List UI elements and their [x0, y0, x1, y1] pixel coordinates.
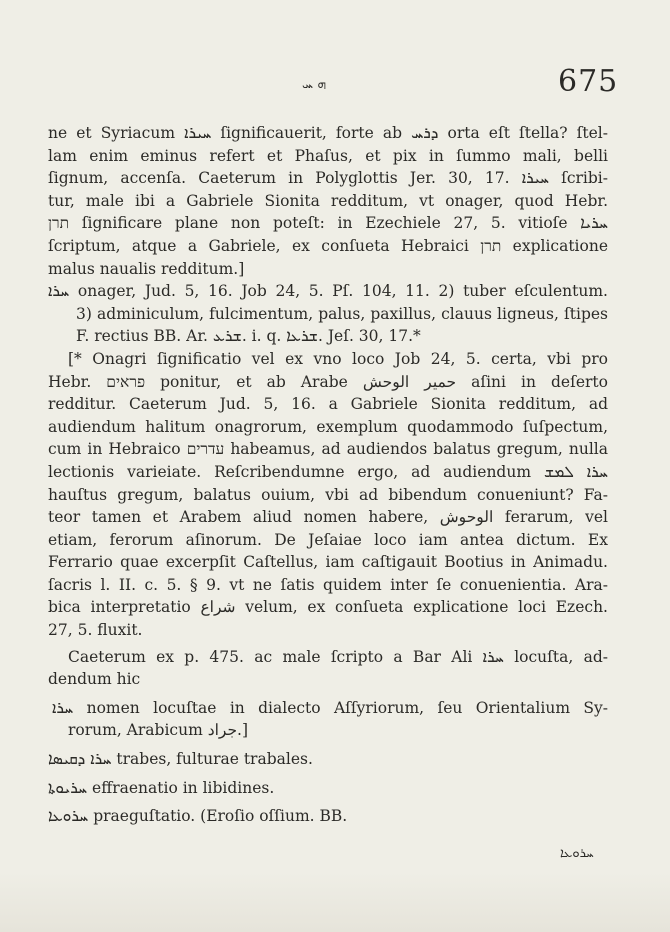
text-line: audiendum halitum onagrorum, exemplum quodammodo ſuſpectum, — [48, 417, 608, 436]
entry-praegustatio: ܚܪܘܥܐ praeguſtatio. (Eroſio oſſium. BB. — [48, 807, 348, 826]
text-line: lam enim eminus refert et Phaſus, et pix in ſummo mali, belli — [48, 146, 608, 165]
page-body — [48, 122, 608, 828]
text-line: ne et Syriacum ܚܝܪܐ ſignificauerit, forte ab ܕܪܚ orta eſt ſtella? ſtel- — [48, 124, 608, 142]
text-line: ſcriptum, atque a Gabriele, ex conſueta Hebraici תרן explicatione — [48, 236, 609, 255]
text-line: Ferrario quae excerpſit Caſtellus, iam caſtigauit Bootius in Animadu. — [48, 553, 608, 572]
text-line: Hebr. פראים ponitur, et ab Arabe حمير الوحش aſini in deſerto — [48, 372, 608, 391]
text-line: dendum hic — [48, 670, 141, 689]
text-line: rorum, Arabicum جراد.] — [68, 721, 249, 740]
entry-trabes: ܚܪܐ ܕܩܝܣܐ trabes, fulturae trabales. — [48, 750, 313, 769]
text-line: 3) adminiculum, fulcimentum, palus, paxillus, clauus ligneus, ſtipes — [76, 304, 608, 323]
text-line: bica interpretatio شراع velum, ex conſueta explicatione loci Ezech. — [48, 598, 608, 617]
text-line: redditur. Caeterum Jud. 5, 16. a Gabriele Sionita redditum, ad — [48, 395, 608, 414]
paragraph-locusta — [48, 646, 608, 691]
bracketed-note — [48, 348, 608, 642]
text-line: malus naualis redditum.] — [48, 259, 245, 278]
text-line: ܚܪܐ nomen locuſtae in dialecto Aſſyriorum, ſeu Orientalium Sy- — [52, 698, 608, 717]
text-line: tur, male ibi a Gabriele Sionita redditum, vt onager, quod Hebr. — [48, 191, 608, 210]
entry-effraenatio: ܚܪܝܘܬܐ effraenatio in libidines. — [48, 778, 275, 797]
paragraph — [48, 122, 608, 280]
text-line: [* Onagri ſignificatio vel ex vno loco Job 24, 5. certa, vbi pro — [68, 349, 608, 368]
text-line: lectionis varieiate. Reſcribendumne ergo, ad audiendum ܚܪܐ ܠܡܫ — [48, 462, 609, 481]
text-line: etiam, ferorum aſinorum. De Jeſaiae loco iam antea dictum. Ex — [48, 530, 608, 549]
page-number: 675 — [558, 64, 619, 99]
text-line: teor tamen et Arabem aliud nomen habere, الوحوش ferarum, vel — [48, 508, 608, 527]
paragraph-dialect — [48, 697, 608, 742]
text-line: Caeterum ex p. 475. ac male ſcripto a Bar Ali ܚܪܐ locuſta, ad- — [68, 647, 608, 666]
text-line: F. rectius BB. Ar. ܫܪܥ. i. q. ܫܪܥܐ. Jeſ. 30, 17.* — [76, 327, 421, 346]
text-line: hauſtus gregum, balatus ouium, vbi ad bibendum conueniunt? Fa- — [48, 485, 608, 504]
text-line: ſignum, accenſa. Caeterum in Polyglottis Jer. 30, 17. ܚܝܪܐ ſcribi- — [48, 169, 608, 188]
page-shadow — [0, 872, 670, 932]
entry-onager — [48, 280, 608, 348]
text-line: 27, 5. fluxit. — [48, 621, 143, 640]
text-line: תרן ſignificare plane non poteſt: in Ezechiele 27, 5. vitioſe ܚܪܝܐ — [48, 214, 608, 233]
running-header: ܗ ܚ — [302, 76, 327, 92]
text-line: ܚܪܐ onager, Jud. 5, 16. Job 24, 5. Pſ. 104, 11. 2) tuber eſculentum. — [48, 282, 608, 301]
catchword: ܚܪܘܥܐ — [560, 846, 594, 861]
text-line: cum in Hebraico עדרים habeamus, ad audiendos balatus gregum, nulla — [48, 440, 608, 459]
text-line: ſacris l. II. c. 5. § 9. vt ne ſatis quidem inter ſe conuenientia. Ara- — [48, 575, 608, 594]
